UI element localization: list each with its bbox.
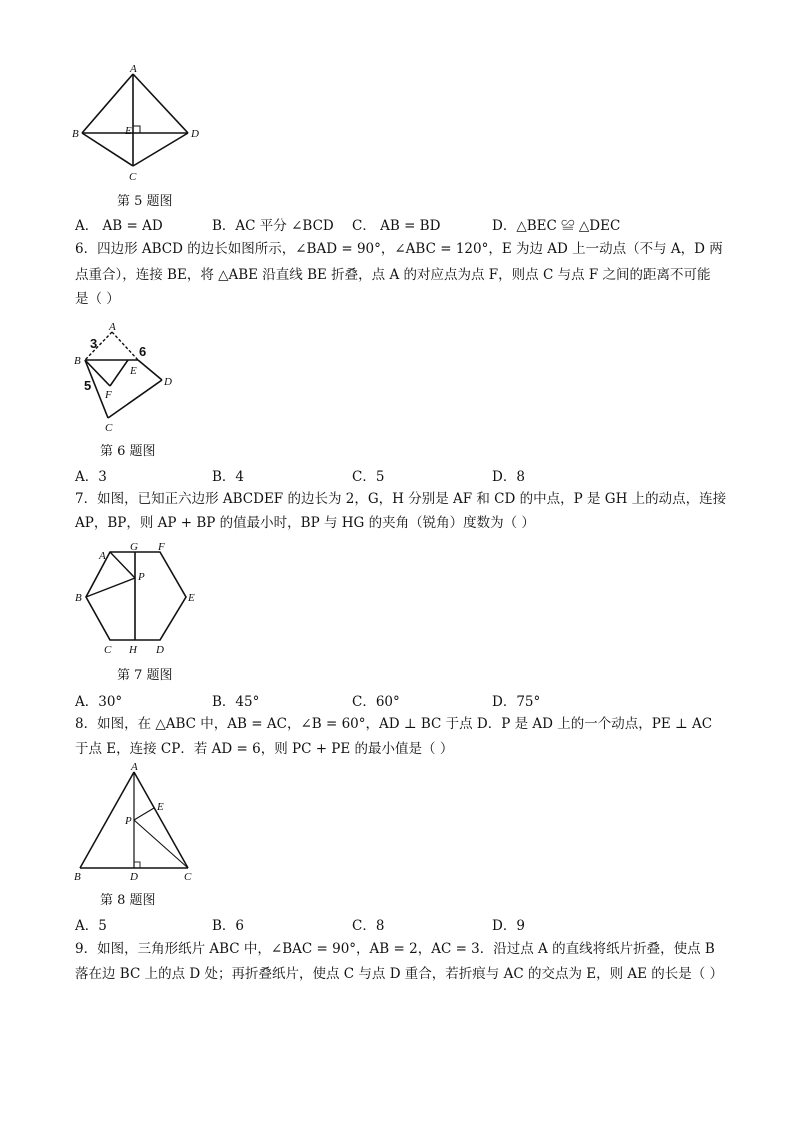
q7-label-H: H [129,644,137,656]
q6-label-C: C [105,422,113,433]
q5-label-D: D [191,128,199,140]
q7-label-E: E [188,592,195,604]
q8-label-D: D [130,871,138,882]
q5-figure [70,62,220,187]
q6-text-line-2: 点重合），连接 BE，将 △ABE 沿直线 BE 折叠，点 A 的对应点为点 F，则点 C 与点 F 之间的距离不可能 [75,267,711,283]
q8-label-P: P [125,815,132,827]
q8-label-C: C [184,871,192,882]
q6-option-a: A．3 [75,469,107,485]
q5-option-c: C． AB = BD [352,218,441,234]
q5-label-B: B [72,128,79,140]
q5-option-a: A． AB = AD [75,218,163,234]
q6-text-line-3: 是（ ） [75,291,120,307]
q8-caption: 第 8 题图 [100,893,156,908]
q9-text-line-1: 9．如图，三角形纸片 ABC 中，∠BAC = 90°，AB = 2，AC = 3．沿过点 A 的直线将纸片折叠，使点 B [75,941,715,957]
q8-option-b: B．6 [212,918,245,934]
q7-label-A: A [99,550,106,562]
q7-option-b: B．45° [212,694,260,710]
q7-text-line-2: AP，BP，则 AP + BP 的值最小时，BP 与 HG 的夹角（锐角）度数为（ ） [75,515,535,531]
q6-option-b: B．4 [212,469,245,485]
q8-option-c: C．8 [352,918,385,934]
q6-text-line-1: 6．四边形 ABCD 的边长如图所示，∠BAD = 90°，∠ABC = 120°，E 为边 AD 上一动点（不与 A，D 两 [75,241,723,257]
q5-label-E: E [125,125,132,137]
q7-figure [70,538,205,656]
q6-side-3: 3 [90,336,98,351]
q5-option-b: B．AC 平分 ∠BCD [212,218,334,234]
q8-option-d: D．9 [492,918,525,934]
q5-caption: 第 5 题图 [117,194,173,209]
q5-label-A: A [130,63,137,75]
q7-label-P: P [138,571,145,583]
q7-caption: 第 7 题图 [117,668,173,683]
q8-text-line-2: 于点 E，连接 CP．若 AD = 6，则 PC + PE 的最小值是（ ） [75,741,454,757]
q7-option-d: D．75° [492,694,541,710]
q9-text-line-2: 落在边 BC 上的点 D 处；再折叠纸片，使点 C 与点 D 重合，若折痕与 AC 的交点为 E，则 AE 的长是（ ） [75,966,724,982]
q5-label-C: C [129,171,137,183]
q7-label-D: D [156,644,164,656]
q6-label-D: D [164,376,172,388]
q8-label-B: B [74,871,81,882]
q6-figure [70,318,180,433]
q6-option-c: C．5 [352,469,385,485]
q7-text-line-1: 7．如图，已知正六边形 ABCDEF 的边长为 2，G，H 分别是 AF 和 CD 的中点，P 是 GH 上的动点，连接 [75,491,727,507]
q7-label-F: F [158,541,165,553]
q7-option-c: C．60° [352,694,400,710]
q6-side-6: 6 [139,344,147,359]
q6-label-B: B [74,355,81,367]
q8-option-a: A．5 [75,918,107,934]
q5-option-d: D．△BEC ≌ △DEC [492,218,621,234]
q6-option-d: D．8 [492,469,525,485]
q8-label-A: A [131,762,138,773]
q8-text-line-1: 8．如图，在 △ABC 中，AB = AC，∠B = 60°，AD ⊥ BC 于点 D．P 是 AD 上的一个动点，PE ⊥ AC [75,716,713,732]
q8-label-E: E [157,801,164,813]
q7-label-G: G [130,541,138,553]
q6-label-E: E [130,365,137,377]
q8-figure [70,762,205,882]
q6-label-F: F [105,389,112,401]
q7-option-a: A．30° [75,694,123,710]
q7-label-C: C [104,644,112,656]
q6-side-5: 5 [84,378,92,393]
q6-caption: 第 6 题图 [100,444,156,459]
q7-label-B: B [75,592,82,604]
q6-label-A: A [109,321,116,333]
